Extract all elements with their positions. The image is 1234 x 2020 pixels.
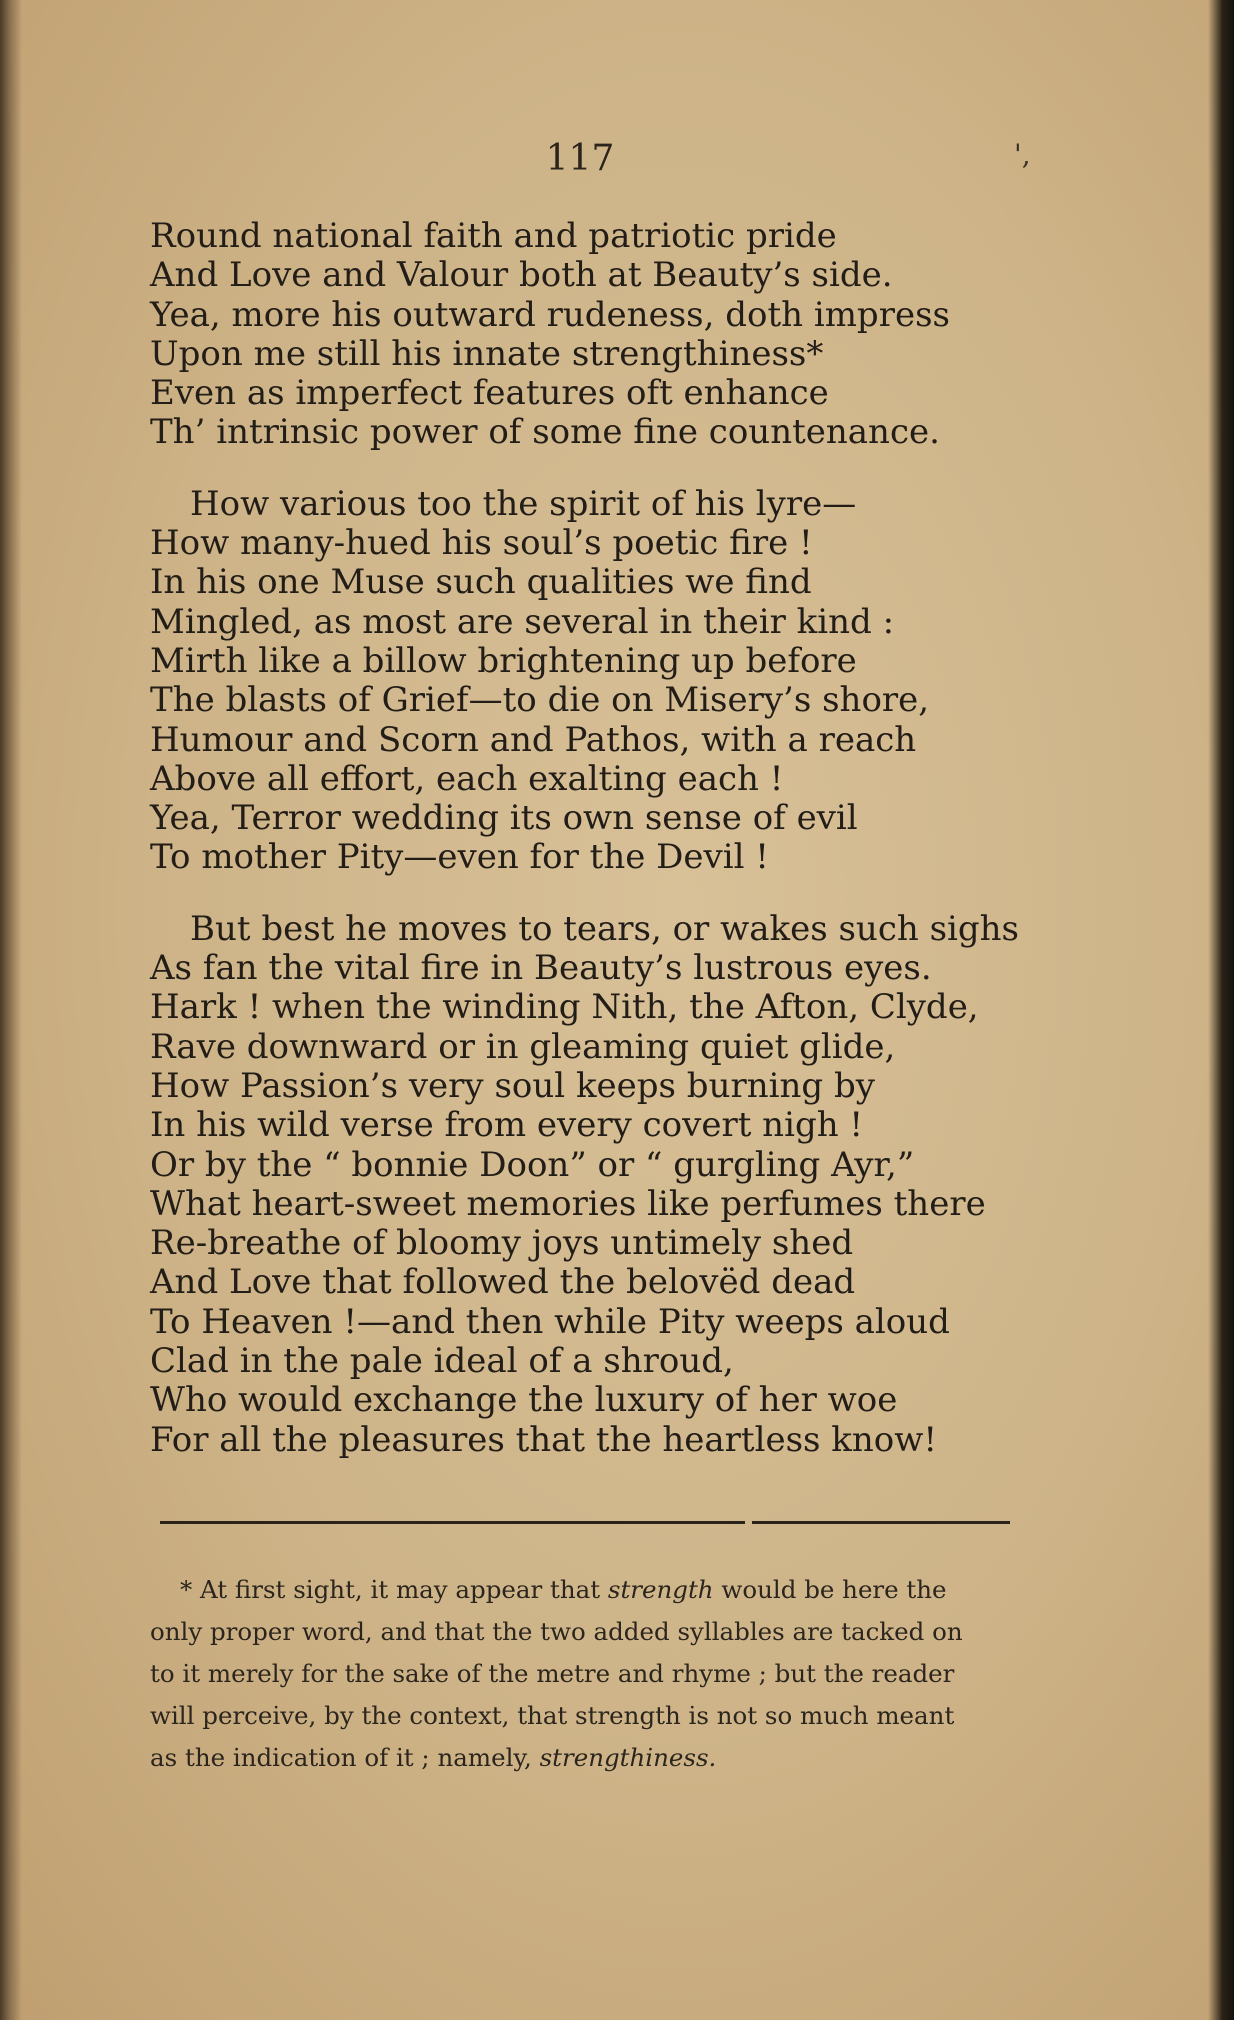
corner-mark: ', — [1014, 138, 1031, 171]
poem-line: Hark ! when the winding Nith, the Afton, Clyde, — [150, 987, 979, 1028]
poem-line: How many-hued his soul’s poetic fire ! — [150, 523, 813, 564]
footnote — [150, 1569, 1030, 1779]
poem-line: For all the pleasures that the heartless know! — [150, 1419, 938, 1460]
footnote-line: to it merely for the sake of the metre and rhyme ; but the reader — [150, 1659, 955, 1688]
poem-line: But best he moves to tears, or wakes such sighs — [190, 908, 1019, 949]
footnote-divider — [752, 1521, 1010, 1524]
footnote-line: only proper word, and that the two added syllables are tacked on — [150, 1617, 963, 1646]
poem-line: Clad in the pale ideal of a shroud, — [150, 1341, 734, 1382]
footnote-divider — [160, 1521, 745, 1524]
poem-line: Upon me still his innate strengthiness* — [150, 333, 824, 374]
poem-line: Humour and Scorn and Pathos, with a reach — [150, 719, 917, 760]
stanza-2 — [150, 485, 1150, 878]
footnote-text: would be here the — [713, 1575, 947, 1604]
poem-line: How Passion’s very soul keeps burning by — [150, 1065, 875, 1106]
poem-line: Yea, Terror wedding its own sense of evil — [150, 798, 858, 839]
poem-line: Re-breathe of bloomy joys untimely shed — [150, 1223, 854, 1264]
poem-line: Mirth like a billow brightening up before — [150, 640, 857, 681]
footnote-line: will perceive, by the context, that strength is not so much meant — [150, 1701, 955, 1730]
page-number: 117 — [545, 138, 615, 179]
poem-line: Yea, more his outward rudeness, doth impress — [150, 294, 950, 335]
poem-line: In his one Muse such qualities we find — [150, 562, 812, 603]
poem-line: Mingled, as most are several in their kind : — [150, 601, 895, 642]
poem-line: What heart-sweet memories like perfumes there — [150, 1183, 986, 1224]
poem-text — [150, 217, 1150, 1460]
poem-line: To mother Pity—even for the Devil ! — [150, 837, 769, 878]
poem-line: Or by the “ bonnie Doon” or “ gurgling Ayr,” — [150, 1144, 915, 1185]
footnote-text: as the indication of it ; namely, — [150, 1743, 540, 1772]
page-edge — [1208, 0, 1234, 2020]
poem-line: In his wild verse from every covert nigh ! — [150, 1105, 864, 1146]
footnote-emphasis: strength — [607, 1575, 714, 1604]
poem-line: And Love that followed the belovëd dead — [150, 1262, 856, 1303]
poem-line: And Love and Valour both at Beauty’s side. — [150, 255, 893, 296]
poem-line: How various too the spirit of his lyre— — [190, 483, 857, 524]
footnote-text: * At first sight, it may appear that — [180, 1575, 608, 1604]
footnote-emphasis: strengthiness. — [539, 1743, 717, 1772]
footnote-line — [150, 1737, 1030, 1779]
poem-line: Round national faith and patriotic pride — [150, 216, 837, 256]
poem-line: Who would exchange the luxury of her woe — [150, 1380, 898, 1421]
poem-line: Above all effort, each exalting each ! — [150, 758, 784, 799]
stanza-3 — [150, 910, 1150, 1460]
poem-line: Th’ intrinsic power of some fine countenance. — [150, 412, 940, 453]
binding-shadow — [0, 0, 22, 2020]
poem-line: Rave downward or in gleaming quiet glide, — [150, 1026, 896, 1067]
poem-line: The blasts of Grief—to die on Misery’s shore, — [150, 680, 930, 721]
stanza-1 — [150, 217, 1150, 453]
poem-line: Even as imperfect features oft enhance — [150, 373, 829, 414]
footnote-line — [150, 1569, 1030, 1611]
poem-line: To Heaven !—and then while Pity weeps aloud — [150, 1301, 950, 1342]
poem-line: As fan the vital fire in Beauty’s lustrous eyes. — [150, 948, 932, 989]
